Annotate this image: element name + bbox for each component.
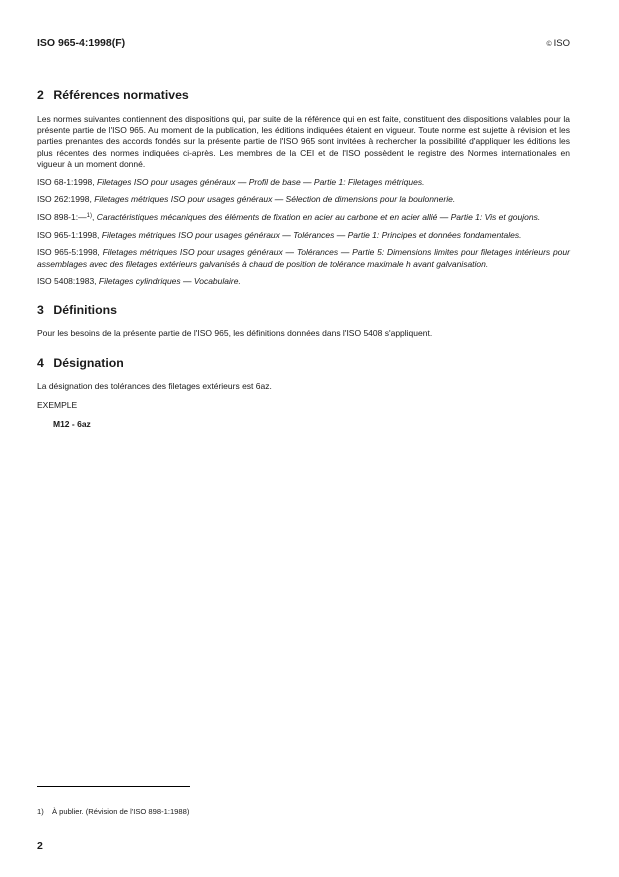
example-value: M12 - 6az [53,419,91,430]
copyright-org: ISO [553,38,570,49]
page-number: 2 [37,840,43,852]
section-2-intro: Les normes suivantes contiennent des dispositions qui, par suite de la référence qui en est faite, constituent des dispositions valables pour la présente partie de l'ISO 965. Au moment de la publication, les éditions indiquées étaient en vigueur. Toute norme est sujette à révision et les parties prenantes des accords fondés sur la présente partie de l'ISO 965 sont invitées à rechercher la possibilité d'appliquer les éditions les plus récentes des normes indiquées ci-après. Les membres de la CEI et de l'ISO possèdent le registre des Normes internationales en vigueur à un moment donné. [37,114,570,169]
reference-separator: , [91,211,95,222]
section-4-text: La désignation des tolérances des filetages extérieurs est 6az. [37,380,272,391]
reference-code: ISO 965-5:1998, [37,247,100,258]
reference-title: Filetages ISO pour usages généraux — Profil de base — Partie 1: Filetages métriques. [97,176,425,187]
section-3-heading [37,303,570,318]
footnote-marker: 1) [86,212,92,219]
reference-title: Filetages métriques ISO pour usages généraux — Tolérances — Partie 5: Dimensions limites pour filetages intérieurs pour assemblages avec des filetages extérieurs galvanisés à chaud de position de tolérance maximale h avant galvanisation. [37,247,570,269]
footnote-text: À publier. (Révision de l'ISO 898-1:1988) [52,807,190,816]
reference-iso-262 [37,194,570,205]
reference-iso-5408 [37,276,570,287]
section-2-heading [37,88,570,103]
section-3-title: Définitions [53,303,117,318]
reference-code: ISO 965-1:1998, [37,229,100,240]
reference-title: Filetages cylindriques — Vocabulaire. [98,276,241,287]
copyright-symbol: © [546,41,552,48]
section-3-text: Pour les besoins de la présente partie de l'ISO 965, les définitions données dans l'ISO 5408 s'appliquent. [37,328,433,339]
section-2-number: 2 [37,88,44,102]
section-4-number: 4 [37,355,44,370]
reference-title: Filetages métriques ISO pour usages généraux — Tolérances — Partie 1: Principes et données fondamentales. [101,229,522,240]
reference-iso-898-1 [37,212,570,223]
reference-code: ISO 68-1:1998, [37,176,95,187]
reference-code: ISO 262:1998, [37,194,92,205]
footnote-separator [37,786,190,787]
reference-code: ISO 5408:1983, [37,276,97,287]
document-id: ISO 965-4:1998(F) [37,37,126,49]
section-3-number: 3 [37,303,44,318]
reference-title: Filetages métriques ISO pour usages généraux — Sélection de dimensions pour la boulonnerie. [94,194,456,205]
footnote [37,807,189,816]
example-label: EXEMPLE [37,399,78,410]
reference-iso-965-5 [37,247,570,269]
section-4-heading [37,356,570,371]
reference-title: Caractéristiques mécaniques des éléments de fixation en acier au carbone et en acier allié — Partie 1: Vis et goujons. [96,211,541,222]
page-body [37,88,570,430]
reference-iso-965-1 [37,230,570,241]
footnote-mark: 1) [37,807,44,816]
reference-iso-68-1 [37,177,570,188]
copyright-notice [546,38,570,49]
section-4-title: Désignation [53,355,124,370]
reference-code: ISO 898-1:— [37,211,87,222]
section-2-title: Références normatives [53,88,189,102]
